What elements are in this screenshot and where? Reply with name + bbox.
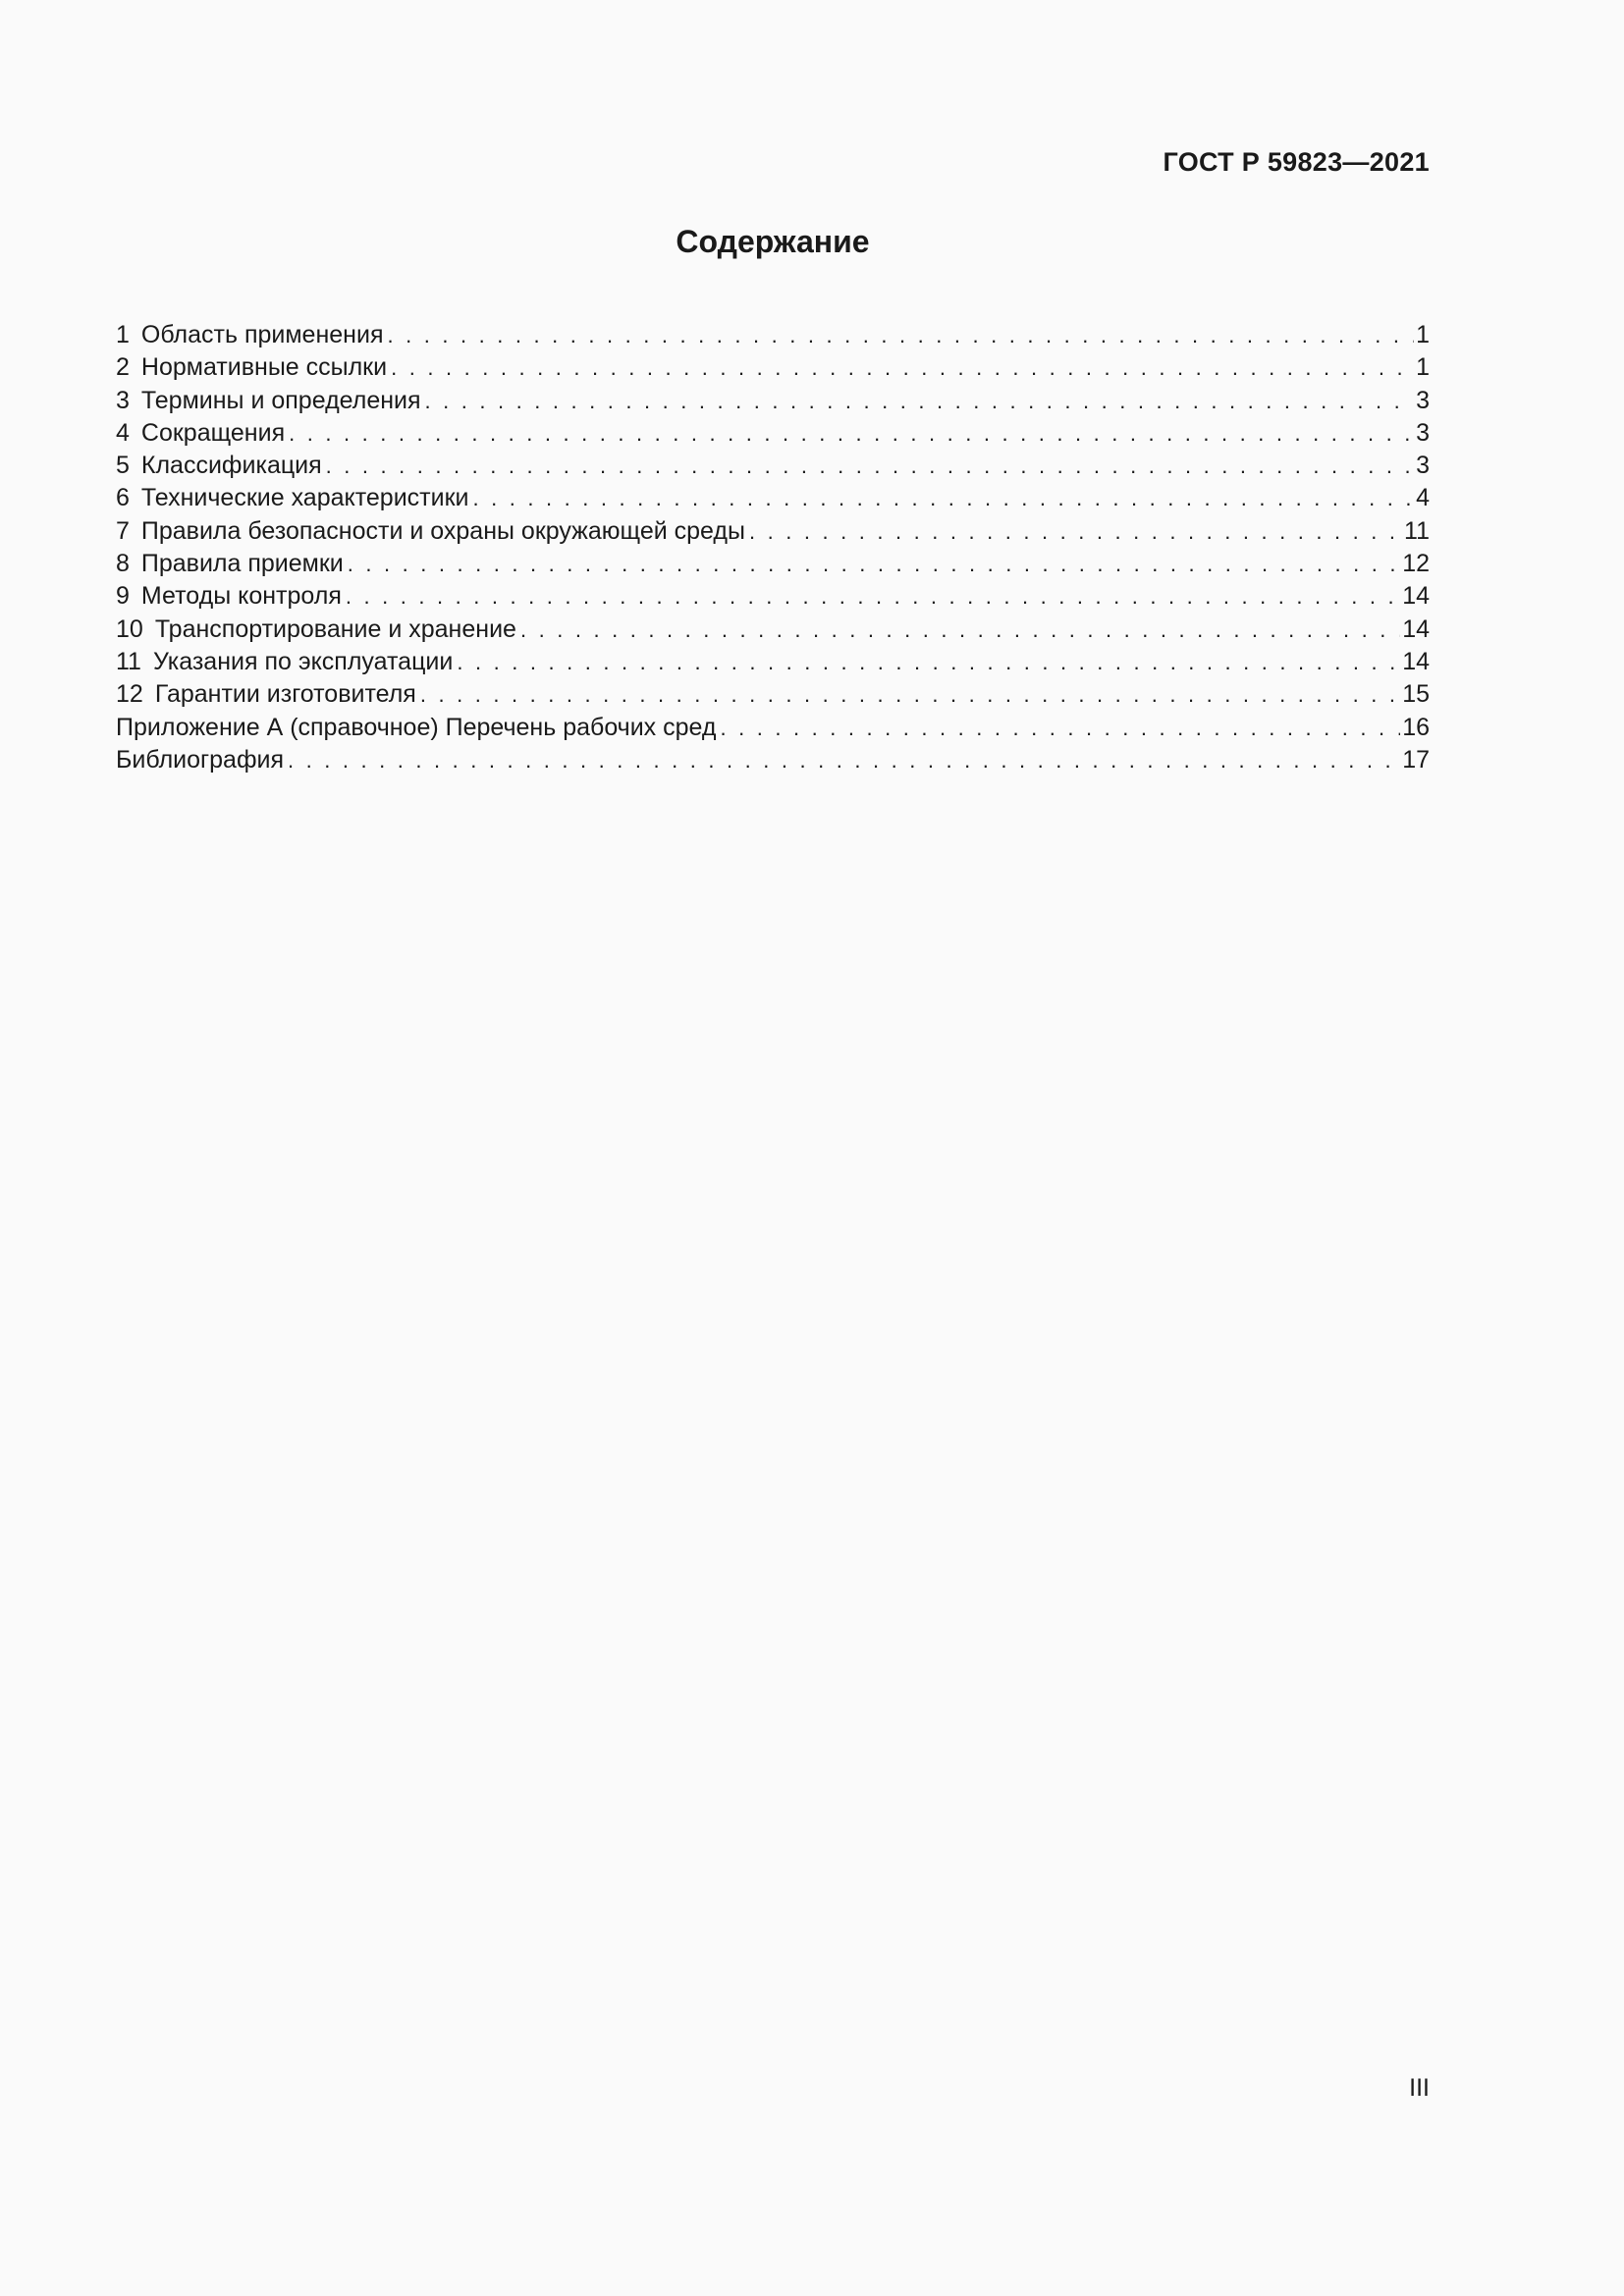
toc-entry-number: 8 xyxy=(116,550,130,578)
toc-entry-number: 2 xyxy=(116,353,130,382)
toc-entry[interactable] xyxy=(116,351,1430,384)
toc-entry-title: Правила приемки xyxy=(140,550,344,578)
toc-entry-title: Нормативные ссылки xyxy=(140,353,388,382)
toc-entry-number: 12 xyxy=(116,680,143,709)
dot-leader xyxy=(387,319,1414,351)
toc-entry[interactable] xyxy=(116,482,1430,514)
toc-entry-page: 14 xyxy=(1402,582,1430,611)
toc-entry-page: 1 xyxy=(1416,321,1430,348)
toc-entry-title: Правила безопасности и охраны окружающей среды xyxy=(140,516,745,545)
toc-entry[interactable] xyxy=(116,744,1430,776)
dot-leader xyxy=(288,744,1400,776)
toc-entry-number: 10 xyxy=(116,614,143,643)
toc-entry[interactable] xyxy=(116,385,1430,417)
toc-entry[interactable] xyxy=(116,678,1430,711)
dot-leader xyxy=(391,351,1414,384)
toc-entry-page: 17 xyxy=(1402,745,1430,774)
toc-entry-page: 3 xyxy=(1416,386,1430,414)
toc-entry[interactable] xyxy=(116,515,1430,548)
toc-entry-number: 11 xyxy=(116,647,141,675)
standard-code: ГОСТ Р 59823—2021 xyxy=(1163,147,1430,177)
table-of-contents xyxy=(116,319,1430,776)
toc-entry-page: 14 xyxy=(1402,647,1430,675)
toc-entry[interactable] xyxy=(116,614,1430,646)
toc-entry-title: Библиография xyxy=(116,745,285,774)
dot-leader xyxy=(749,515,1402,548)
toc-entry-title: Гарантии изготовителя xyxy=(154,680,416,709)
toc-entry-page: 3 xyxy=(1416,418,1430,447)
toc-entry-number: 9 xyxy=(116,582,130,611)
toc-entry[interactable] xyxy=(116,450,1430,482)
toc-entry[interactable] xyxy=(116,712,1430,744)
toc-entry[interactable] xyxy=(116,319,1430,351)
toc-entry-title: Технические характеристики xyxy=(140,484,469,512)
dot-leader xyxy=(348,548,1400,580)
toc-entry[interactable] xyxy=(116,417,1430,450)
dot-leader xyxy=(473,482,1415,514)
toc-entry-title: Область применения xyxy=(140,321,384,348)
toc-entry-page: 15 xyxy=(1402,680,1430,709)
toc-entry-title: Классификация xyxy=(140,452,322,480)
toc-entry-page: 12 xyxy=(1402,550,1430,578)
dot-leader xyxy=(720,712,1400,744)
toc-entry-page: 11 xyxy=(1404,516,1430,545)
dot-leader xyxy=(425,385,1415,417)
toc-entry-title: Методы контроля xyxy=(140,582,342,611)
toc-entry-title: Сокращения xyxy=(140,418,286,447)
dot-leader xyxy=(520,614,1400,646)
toc-entry-number: 7 xyxy=(116,516,130,545)
toc-entry-title: Указания по эксплуатации xyxy=(152,647,454,675)
toc-entry-title: Термины и определения xyxy=(140,386,421,414)
dot-leader xyxy=(346,580,1400,613)
dot-leader xyxy=(326,450,1414,482)
toc-entry-page: 1 xyxy=(1416,353,1430,382)
dot-leader xyxy=(289,417,1414,450)
toc-entry-title: Приложение А (справочное) Перечень рабочих сред xyxy=(116,713,717,741)
toc-entry[interactable] xyxy=(116,548,1430,580)
toc-entry-number: 1 xyxy=(116,321,130,348)
toc-entry-number: 3 xyxy=(116,386,130,414)
toc-entry-title: Транспортирование и хранение xyxy=(154,614,516,643)
toc-entry-page: 3 xyxy=(1416,452,1430,480)
page-number: III xyxy=(1409,2074,1430,2102)
toc-title: Содержание xyxy=(676,224,870,259)
toc-entry-page: 4 xyxy=(1416,484,1430,512)
toc-entry-page: 14 xyxy=(1402,614,1430,643)
toc-entry-number: 6 xyxy=(116,484,130,512)
toc-entry[interactable] xyxy=(116,580,1430,613)
toc-entry-number: 4 xyxy=(116,418,130,447)
dot-leader xyxy=(420,678,1400,711)
toc-entry-number: 5 xyxy=(116,452,130,480)
dot-leader xyxy=(457,646,1400,678)
toc-entry[interactable] xyxy=(116,646,1430,678)
toc-entry-page: 16 xyxy=(1402,713,1430,741)
